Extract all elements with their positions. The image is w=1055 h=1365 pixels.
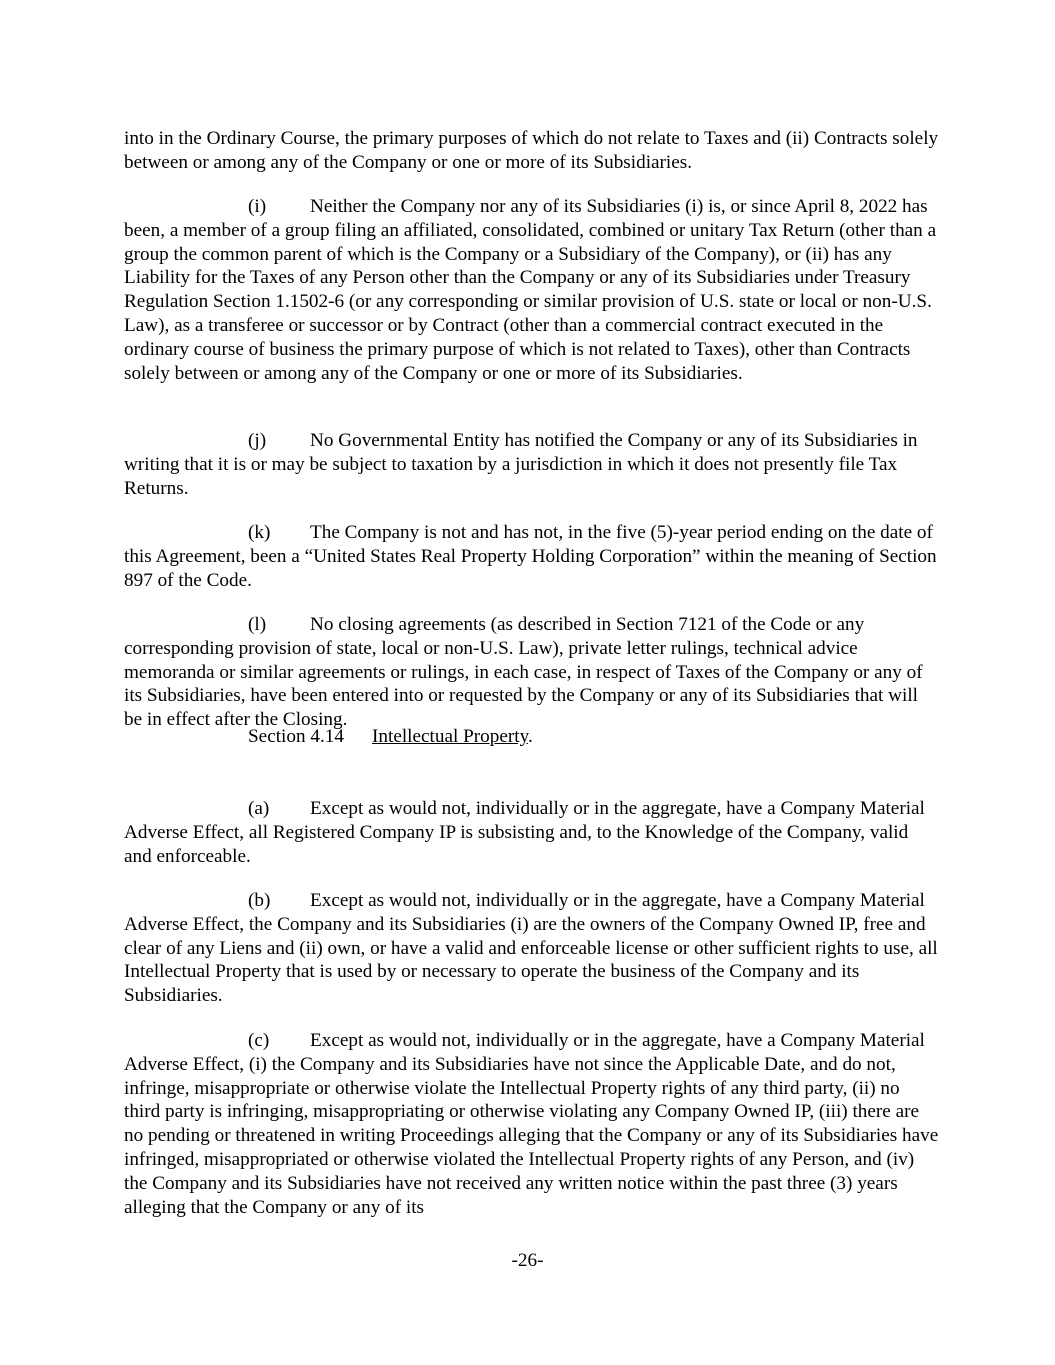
paragraph-l [124, 613, 939, 732]
paragraph-text: No closing agreements (as described in Section 7121 of the Code or any corresponding provision of state, local or non-U.S. Law), private letter rulings, technical advice memoranda or similar agreements or rulings, in each case, in respect of Taxes of the Company or any of its Subsidiaries, have been entered into or requested by the Company or any of its Subsidiaries that will be in effect after the Closing. [124, 614, 923, 731]
paragraph-text: Except as would not, individually or in the aggregate, have a Company Material Adverse Effect, (i) the Company and its Subsidiaries have not since the Applicable Date, and do not, infringe, misappropriate or otherwise violate the Intellectual Property rights of any third party, (ii) no third party is infringing, misappropriating or otherwise violating any Company Owned IP, (iii) there are no pending or threatened in writing Proceedings alleging that the Company or any of its Subsidiaries have infringed, misappropriated or otherwise violated the Intellectual Property rights of any Person, and (iv) the Company and its Subsidiaries have not received any written notice within the past three (3) years alleging that the Company or any of its [124, 1030, 939, 1218]
paragraph-text: No Governmental Entity has notified the Company or any of its Subsidiaries in writing that it is or may be subject to taxation by a jurisdiction in which it does not presently file Tax Returns. [124, 430, 918, 499]
paragraph-label: (j) [248, 430, 267, 451]
paragraph-a [124, 797, 939, 868]
paragraph-label: (a) [248, 798, 270, 819]
paragraph-text: Neither the Company nor any of its Subsidiaries (i) is, or since April 8, 2022 has been, a member of a group filing an affiliated, consolidated, combined or unitary Tax Return (other than a group the common parent of which is the Company or a Subsidiary of the Company), or (ii) has any Liability for the Taxes of any Person other than the Company or any of its Subsidiaries under Treasury Regulation Section 1.1502-6 (or any corresponding or similar provision of U.S. state or local or non-U.S. Law), as a transferee or successor or by Contract (other than a commercial contract executed in the ordinary course of business the primary purpose of which is not related to Taxes), other than Contracts solely between or among any of the Company or one or more of its Subsidiaries. [124, 196, 937, 384]
section-number: Section 4.14 [248, 726, 344, 747]
section-heading [124, 725, 939, 749]
continuation-paragraph: into in the Ordinary Course, the primary purposes of which do not relate to Taxes and (ii) Contracts solely between or among any of the Company or one or more of its Subsidiaries. [124, 128, 939, 173]
section-title-period: . [527, 726, 533, 747]
section-title: Intellectual Property [372, 726, 528, 747]
paragraph-label: (i) [248, 196, 267, 217]
paragraph-i [124, 195, 939, 385]
paragraph-j [124, 429, 939, 500]
paragraph-text: Except as would not, individually or in the aggregate, have a Company Material Adverse Effect, all Registered Company IP is subsisting and, to the Knowledge of the Company, valid and enforceable. [124, 798, 925, 867]
paragraph-c [124, 1029, 939, 1219]
paragraph-text: Except as would not, individually or in the aggregate, have a Company Material Adverse Effect, the Company and its Subsidiaries (i) are the owners of the Company Owned IP, free and clear of any Liens and (ii) own, or have a valid and enforceable license or other sufficient rights to use, all Intellectual Property that is used by or necessary to operate the business of the Company and its Subsidiaries. [124, 890, 938, 1007]
paragraph-b [124, 889, 939, 1008]
paragraph-text: The Company is not and has not, in the five (5)-year period ending on the date of this Agreement, been a “United States Real Property Holding Corporation” within the meaning of Section 897 of the Code. [124, 522, 937, 591]
page-number: -26- [511, 1250, 544, 1271]
paragraph-label: (k) [248, 522, 271, 543]
paragraph-label: (c) [248, 1030, 270, 1051]
paragraph-k [124, 521, 939, 592]
paragraph-label: (b) [248, 890, 271, 911]
paragraph-label: (l) [248, 614, 267, 635]
